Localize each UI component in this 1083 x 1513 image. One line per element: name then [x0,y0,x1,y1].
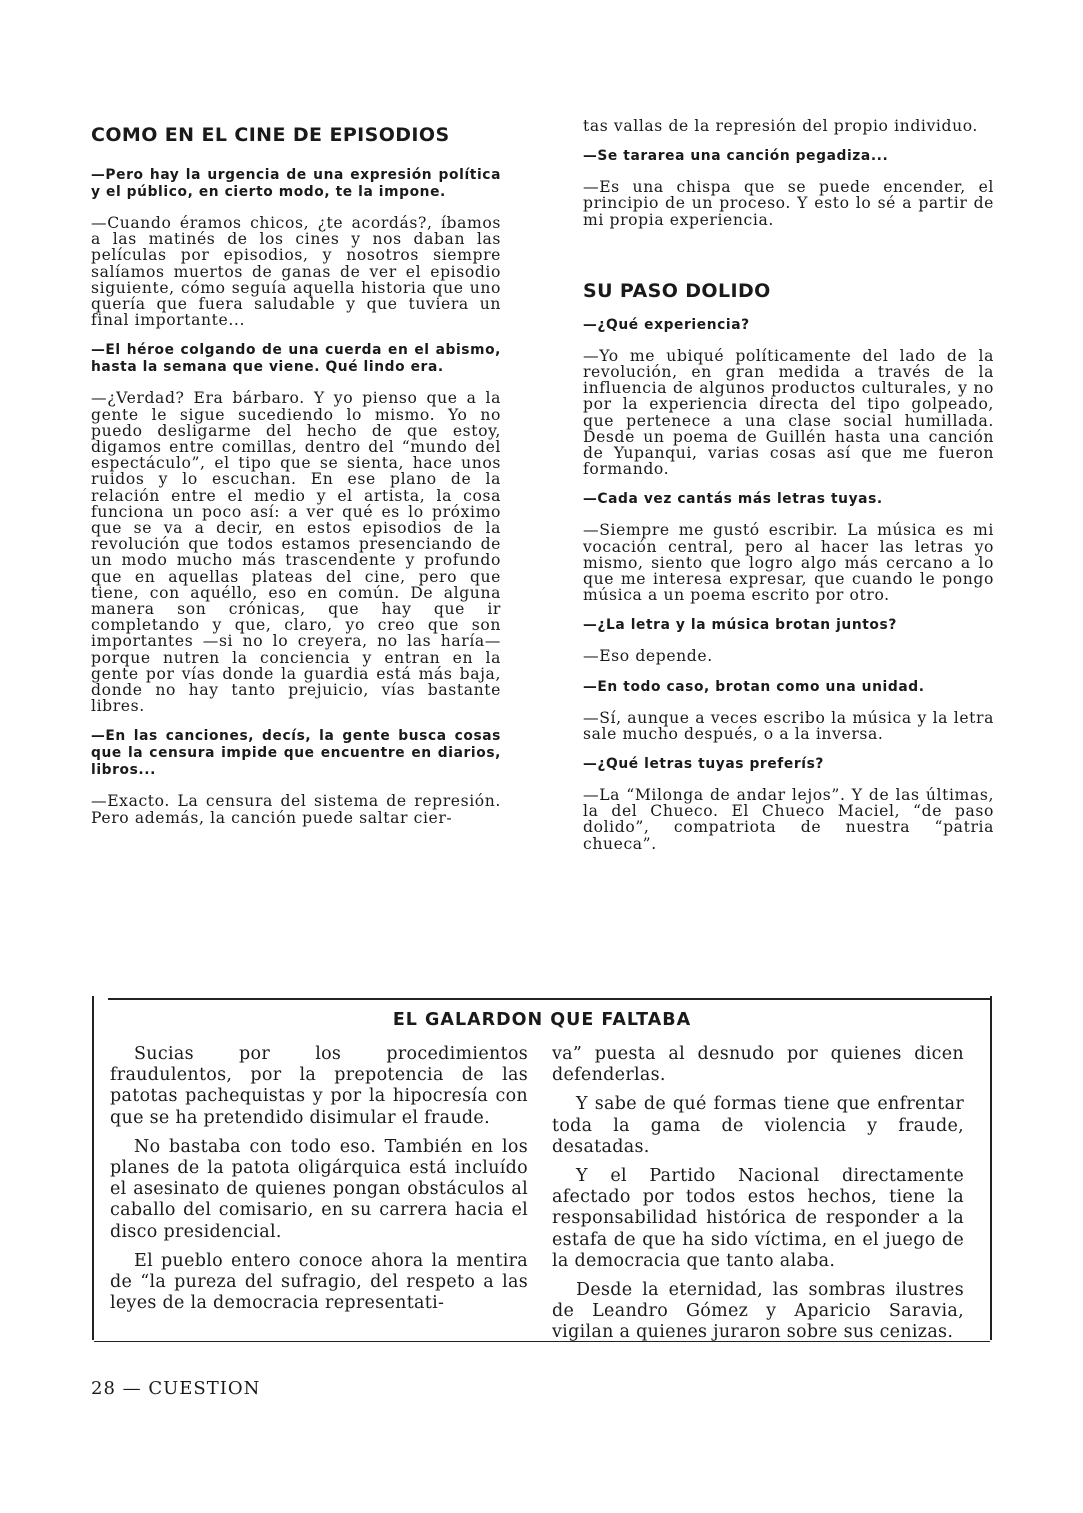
box-paragraph: Desde la eternidad, las sombras ilustres de Leandro Gómez y Aparicio Saravia, vigilan a quienes juraron sobre sus cenizas. [552,1280,964,1343]
section-title: SU PASO DOLIDO [583,279,771,302]
interview-question: —¿La letra y la música brotan juntos? [583,617,897,634]
section-title: COMO EN EL CINE DE EPISODIOS [91,124,450,146]
interview-answer: tas vallas de la represión del propio individuo. [583,117,978,135]
interview-question: —En las canciones, decís, la gente busca cosas que la censura impide que encuentre en diarios, libros... [91,728,501,779]
interview-answer: —Exacto. La censura del sistema de represión. Pero además, la canción puede saltar cier- [91,792,501,827]
box-top-rule [108,998,990,1000]
interview-question: —El héroe colgando de una cuerda en el abismo, hasta la semana que viene. Qué lindo era. [91,342,501,376]
interview-answer: —La “Milonga de andar lejos”. Y de las últimas, la del Chueco. El Chueco Maciel, “de paso dolido”, compatriota de nuestra “patria chueca”. [583,786,994,853]
interview-question: —Se tararea una canción pegadiza... [583,148,889,165]
box-paragraph: Y sabe de qué formas tiene que enfrentar toda la gama de violencia y fraude, desatadas. [552,1094,964,1157]
interview-answer: —¿Verdad? Era bárbaro. Y yo pienso que a la gente le sigue sucediendo lo mismo. Yo no puedo desligarme del hecho de que estoy, digamos entre comillas, dentro del “mundo del espectáculo”, el tipo que se sienta, hace unos ruidos y lo escuchan. En ese plano de la relación entre el medio y el artista, la cosa funciona un poco así: a ver qué es lo próximo que se va a decir, en estos episodios de la revolución que todos estamos presenciando de un modo mucho más trascendente y profundo que en aquellas plateas del cine, pero que tiene, con aquéllo, eso en común. De alguna manera son crónicas, que hay que ir completando y que, claro, yo creo que son importantes —si no lo creyera, no las haría— porque nutren la conciencia y entran en la gente por vías donde la guardia está más baja, donde no hay tanto prejuicio, vías bastante libres. [91,389,501,716]
left-column [91,122,501,840]
interview-answer: —Eso depende. [583,647,713,666]
interview-answer: —Cuando éramos chicos, ¿te acordás?, íbamos a las matinés de los cines y nos daban las películas por episodios, y nosotros siempre salíamos muertos de ganas de ver el episodio siguiente, cómo seguía aquella historia que uno quería que fuera saludable y que tuviera un final importante... [91,214,501,330]
box-paragraph: Y el Partido Nacional directamente afectado por todos estos hechos, tiene la responsabilidad histórica de responder a la estafa de que ha sido víctima, en el juego de la democracia que tanto alaba. [552,1166,964,1271]
box-paragraph: El pueblo entero conoce ahora la mentira de “la pureza del sufragio, del respeto a las leyes de la democracia representati- [110,1250,528,1314]
right-column [583,118,994,866]
interview-question: —¿Qué letras tuyas preferís? [583,756,825,773]
interview-question: —Cada vez cantás más letras tuyas. [583,491,883,508]
box-bottom-rule [94,1341,990,1342]
interview-answer: —Siempre me gustó escribir. La música es mi vocación central, pero al hacer las letras yo mismo, siento que logro algo más cercano a lo que me interesa expresar, que cuando le pongo música a un poema escrito por otro. [583,521,994,605]
box-left-column [110,1044,528,1322]
box-title: EL GALARDON QUE FALTABA [392,1010,692,1030]
page-footer: 28 — CUESTION [91,1378,261,1399]
box-paragraph: va” puesta al desnudo por quienes dicen defenderlas. [552,1044,964,1086]
interview-question: —En todo caso, brotan como una unidad. [583,678,925,695]
box-paragraph: Sucias por los procedimientos fraudulentos, por la prepotencia de las patotas pachequistas y por la hipocresía con que se ha pretendido disimular el fraude. [110,1044,528,1128]
box-right-column [552,1044,964,1352]
interview-answer: —Sí, aunque a veces escribo la música y la letra sale mucho después, o a la inversa. [583,708,994,743]
boxed-editorial [92,996,992,1343]
interview-question: —¿Qué experiencia? [583,316,750,333]
interview-answer: —Es una chispa que se puede encender, el principio de un proceso. Y esto lo sé a partir de mi propia experiencia. [583,178,994,229]
box-paragraph: No bastaba con todo eso. También en los planes de la patota oligárquica está incluído el asesinato de quienes pongan obstáculos al caballo del comisario, en su carrera hacia el disco presidencial. [110,1136,528,1242]
interview-question: —Pero hay la urgencia de una expresión política y el público, en cierto modo, te la impone. [91,167,501,200]
interview-answer: —Yo me ubiqué políticamente del lado de la revolución, en gran medida a través de la influencia de algunos productos culturales, y no por la experiencia directa del tipo golpeado, que pertenece a una clase social humillada. Desde un poema de Guillén hasta una canción de Yupanqui, varias cosas así que me fueron formando. [583,346,994,479]
